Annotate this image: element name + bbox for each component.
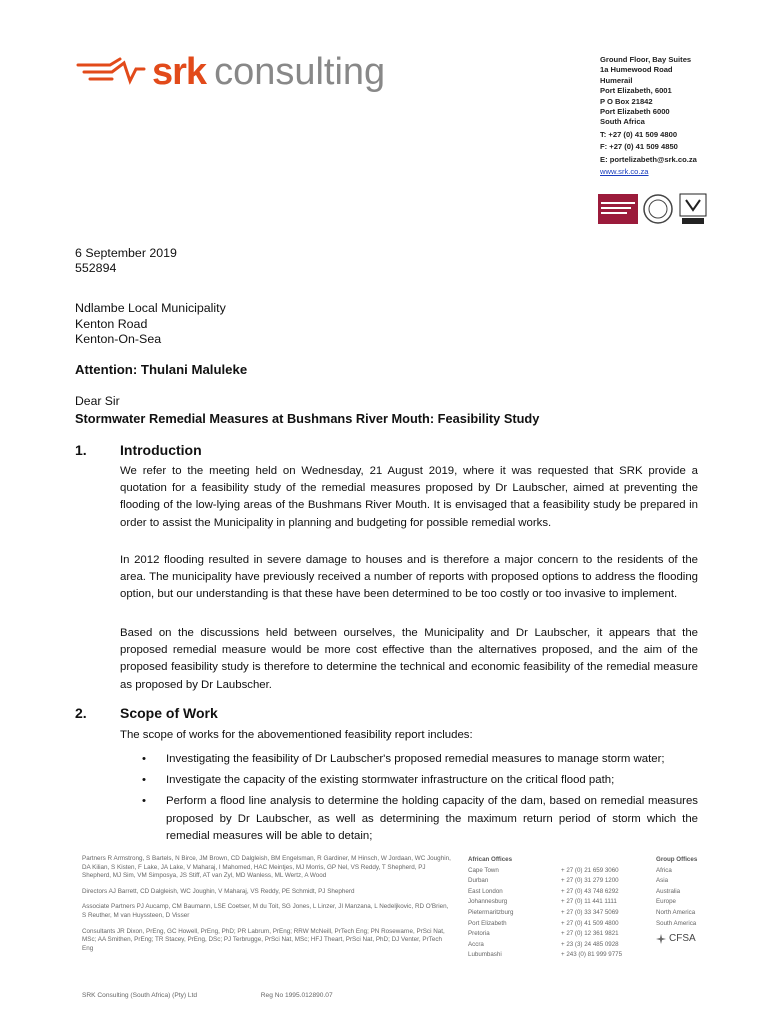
subject-line: Stormwater Remedial Measures at Bushmans River Mouth: Feasibility Study	[75, 411, 540, 426]
directors-text: Directors AJ Barrett, CD Dalgleish, WC Joughin, V Maharaj, VS Reddy, PE Schmidt, PJ Shepherd	[82, 887, 355, 895]
website-link[interactable]: www.srk.co.za	[600, 167, 649, 177]
certification-logos	[598, 190, 710, 230]
address-line: 1a Humewood Road	[600, 65, 673, 75]
badge-line	[601, 207, 631, 209]
list-item: • Investigating the feasibility of Dr Laubscher's proposed remedial measures to manage storm water;	[120, 751, 698, 768]
office-phone: + 23 (3) 24 485 0928	[561, 940, 619, 948]
office-city: Accra	[468, 940, 484, 948]
address-line: Port Elizabeth 6000	[600, 107, 670, 117]
srk-logo	[76, 50, 385, 94]
badge-line	[601, 202, 635, 204]
letter-reference: 552894	[75, 261, 117, 275]
paragraph: The scope of works for the abovementioned feasibility report includes:	[120, 729, 473, 741]
section-title: Scope of Work	[120, 705, 218, 721]
address-line: Humerail	[600, 75, 633, 85]
srk-wings-icon	[76, 57, 146, 87]
date-block	[75, 246, 177, 276]
address-block	[600, 55, 697, 177]
list-item: • Perform a flood line analysis to determine the holding capacity of the dam, based on remedial measures proposed by Dr Laubscher, as well as determining the maximum return period of storm which the remedial measures will be able to detain;	[120, 793, 698, 845]
recipient-line: Kenton-On-Sea	[75, 332, 162, 346]
section-title: Introduction	[120, 442, 202, 458]
section-number: 1.	[75, 442, 87, 458]
office-phones-col	[561, 855, 653, 961]
salutation: Dear Sir	[75, 394, 120, 408]
group-office: Asia	[656, 877, 669, 885]
office-phone: + 27 (0) 21 659 3060	[561, 866, 619, 874]
office-phone: + 27 (0) 31 279 1200	[561, 877, 619, 885]
cfsa-label: CFSA	[669, 933, 696, 944]
address-line: South Africa	[600, 117, 645, 127]
consultants-text: Consultants JR Dixon, PrEng, GC Howell, PrEng, PhD; PR Labrum, PrEng; RRW McNeill, PrTech Eng; PN Rosewarne, PrSci Nat, MSc; AA Smithen, PrEng; TR Stacey, PrEng, DSc; PJ Terbrugge, PrSci Nat, MSc; HFJ Theart, PrSci Nat, PhD; DJ Venter, PrTech Eng	[82, 927, 445, 952]
cfsa-star-icon	[656, 934, 666, 944]
office-city: East London	[468, 887, 503, 895]
address-line: P O Box 21842	[600, 96, 653, 106]
company-name: SRK Consulting (South Africa) (Pty) Ltd	[82, 992, 198, 999]
office-city: Port Elizabeth	[468, 919, 507, 927]
footer-people	[82, 855, 452, 960]
group-office: Australia	[656, 887, 681, 895]
african-offices-col	[468, 855, 558, 961]
group-offices-title: Group Offices	[656, 856, 698, 863]
paragraph: We refer to the meeting held on Wednesday, 21 August 2019, where it was requested that SRK provide a quotation for a feasibility study of the remedial measures proposed by Dr Laubscher, aimed at preventing the flooding of the low-lying areas of the Bushmans River Mouth. It is envisaged that a feasibility study be prepared in order to assist the Municipality in planning and budgeting for possible remedial works.	[120, 465, 698, 529]
office-city: Cape Town	[468, 866, 499, 874]
office-phone: + 27 (0) 11 441 1111	[561, 898, 617, 906]
ukas-label-bar	[682, 218, 704, 224]
ukas-mark-icon	[680, 194, 706, 216]
address-line: Port Elizabeth, 6001	[600, 86, 672, 96]
office-phone: + 27 (0) 33 347 5069	[561, 908, 619, 916]
fax-line: F: +27 (0) 41 509 4850	[600, 142, 678, 152]
paragraph: In 2012 flooding resulted in severe damage to houses and is therefore a major concern to the residents of the area. The municipality have previously received a number of reports with proposed options to address the flooding option, but our understanding is that these have been determined to be too costly or too invasive to implement.	[120, 554, 698, 601]
badge-line	[601, 212, 627, 214]
recipient-line: Kenton Road	[75, 316, 148, 331]
office-phone: + 243 (0) 81 999 9775	[561, 951, 623, 959]
group-office: Africa	[656, 866, 672, 874]
address-line: Ground Floor, Bay Suites	[600, 55, 692, 64]
group-office: North America	[656, 908, 696, 916]
group-office: Europe	[656, 898, 676, 906]
scope-list	[120, 751, 698, 849]
registration-line	[82, 992, 333, 999]
list-item: • Investigate the capacity of the existing stormwater infrastructure on the critical flood path;	[120, 772, 698, 789]
registration-number: Reg No 1995.012890.07	[260, 992, 333, 999]
letter-date: 6 September 2019	[75, 246, 177, 260]
office-city: Durban	[468, 877, 489, 885]
bv-seal-icon	[644, 195, 672, 223]
phone-line: T: +27 (0) 41 509 4800	[600, 129, 678, 139]
associates-text: Associate Partners PJ Aucamp, CM Baumann, LSE Coetser, M du Toit, SG Jones, L Linzer, JI Manzana, L Nedeljkovic, RD O'Brien, S Reuther, M van Huyssteen, D Visser	[82, 903, 449, 919]
email-line: E: portelizabeth@srk.co.za	[600, 154, 697, 164]
office-city: Pretoria	[468, 930, 490, 938]
group-offices-col	[656, 855, 708, 929]
office-phone: + 27 (0) 41 509 4800	[561, 919, 619, 927]
office-city: Lubumbashi	[468, 951, 502, 959]
section-number: 2.	[75, 705, 87, 721]
logo-text-srk: srk	[152, 50, 207, 93]
office-city: Johannesburg	[468, 898, 508, 906]
logo-text-consulting: consulting	[214, 50, 386, 93]
office-city: Pietermaritzburg	[468, 908, 514, 916]
office-phone: + 27 (0) 43 748 6292	[561, 887, 619, 895]
cfsa-logo	[656, 933, 696, 944]
office-phone: + 27 (0) 12 361 9821	[561, 930, 619, 938]
african-offices-title: African Offices	[468, 856, 513, 863]
recipient-block	[75, 301, 226, 348]
paragraph: Based on the discussions held between ourselves, the Municipality and Dr Laubscher, it appears that the proposed remedial measure would be more cost effective than the alternatives proposed, and the aim of the proposed feasibility study is therefore to determine the technical and economic feasibility of the remedial measure as proposed by Dr Laubscher.	[120, 627, 698, 691]
recipient-line: Ndlambe Local Municipality	[75, 301, 226, 315]
group-office: South America	[656, 919, 697, 927]
attention-line: Attention: Thulani Maluleke	[75, 362, 248, 377]
partners-text: Partners R Armstrong, S Bartels, N Birce, JM Brown, CD Dalgleish, BM Engelsman, R Gardiner, M Hinsch, W Jordaan, WC Joughin, DA Kilian, S Kisten, F Lake, JA Lake, V Maharaj, I Mahomed, HAC Meintjes, MJ Morris, GP Nel, VS Reddy, T Shepherd, PJ Shepherd, MJ Sim, VM Simposya, JS Stiff, AT van Zyl, MD Wanless, ML Wertz, A Wood	[82, 855, 451, 880]
